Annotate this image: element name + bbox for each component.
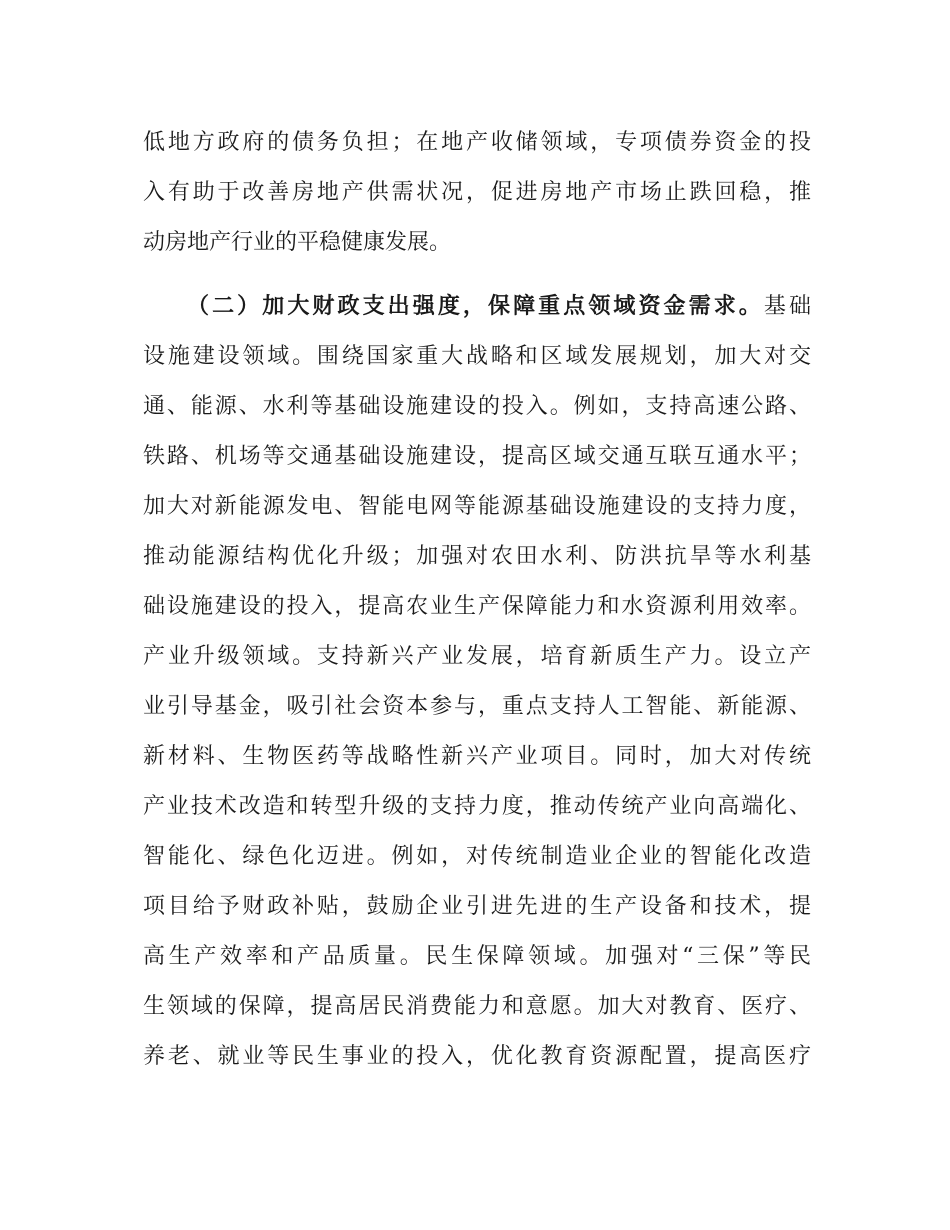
paragraph-line: 高生产效率和产品质量。民生保障领域。加强对“三保”等民: [143, 944, 811, 969]
paragraph-line: 入有助于改善房地产供需状况，促进房地产市场止跌回稳，推: [143, 180, 811, 205]
paragraph-line: 产业技术改造和转型升级的支持力度，推动传统产业向高端化、: [143, 794, 811, 819]
paragraph-line: 智能化、绿色化迈进。例如，对传统制造业企业的智能化改造: [143, 844, 811, 869]
paragraph-line: 新材料、生物医药等战略性新兴产业项目。同时，加大对传统: [143, 744, 811, 769]
paragraph-line: 业引导基金，吸引社会资本参与，重点支持人工智能、新能源、: [143, 694, 811, 719]
paragraph-line: 项目给予财政补贴，鼓励企业引进先进的生产设备和技术，提: [143, 894, 811, 919]
paragraph-line: 推动能源结构优化升级；加强对农田水利、防洪抗旱等水利基: [143, 544, 811, 569]
paragraph-line: 加大对新能源发电、智能电网等能源基础设施建设的支持力度，: [143, 494, 811, 519]
paragraph-line: 养老、就业等民生事业的投入，优化教育资源配置，提高医疗: [143, 1044, 811, 1069]
heading-line-text: 基础: [763, 294, 811, 319]
paragraph-line: 动房地产行业的平稳健康发展。: [143, 230, 452, 255]
paragraph-line: 低地方政府的债务负担；在地产收储领域，专项债券资金的投: [143, 130, 811, 155]
paragraph-line: 础设施建设的投入，提高农业生产保障能力和水资源利用效率。: [143, 594, 811, 619]
section-heading: （二）加大财政支出强度，保障重点领域资金需求。: [187, 294, 764, 319]
paragraph-line: 产业升级领域。支持新兴产业发展，培育新质生产力。设立产: [143, 644, 811, 669]
paragraph-line: 生领域的保障，提高居民消费能力和意愿。加大对教育、医疗、: [143, 994, 811, 1019]
paragraph-line: 通、能源、水利等基础设施建设的投入。例如，支持高速公路、: [143, 394, 811, 419]
paragraph-line: 铁路、机场等交通基础设施建设，提高区域交通互联互通水平；: [143, 444, 811, 469]
section-heading-line: [187, 286, 811, 328]
paragraph-line: 设施建设领域。围绕国家重大战略和区域发展规划，加大对交: [143, 344, 811, 369]
